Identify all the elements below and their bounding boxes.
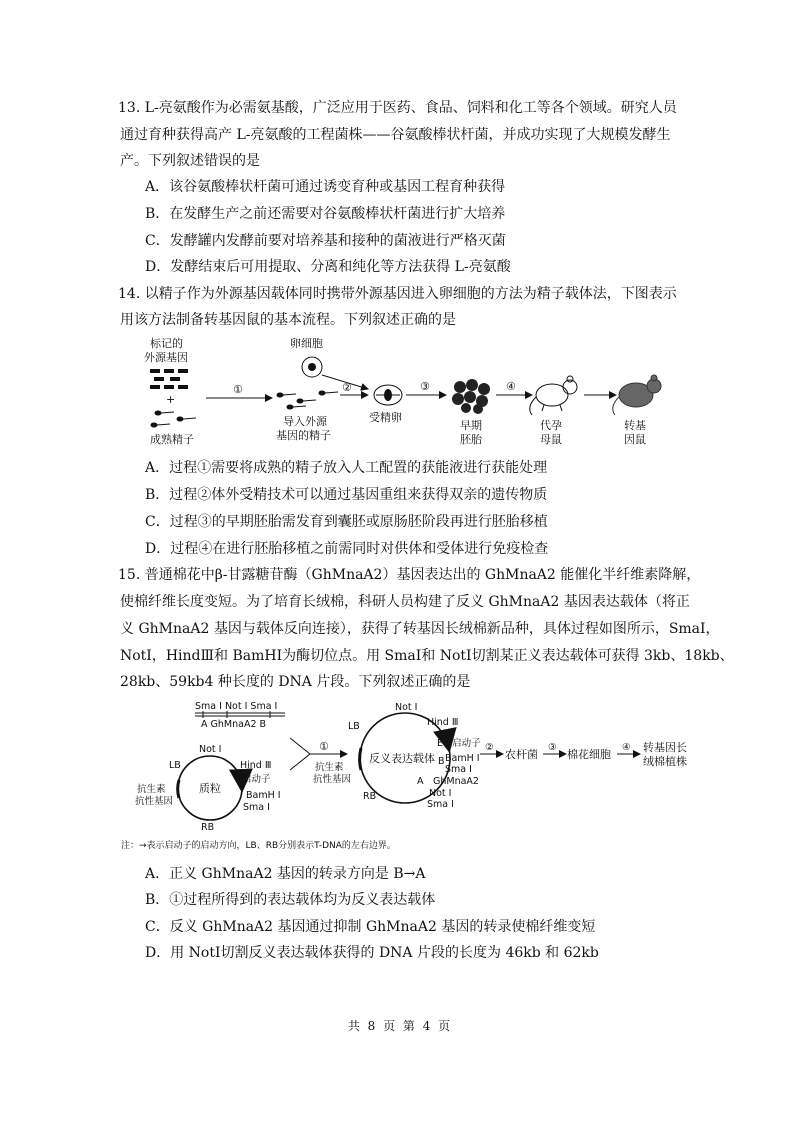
gene-name-label: A GhMnaA2 B <box>201 719 267 730</box>
result-label-2: 绒棉植株 <box>643 755 687 768</box>
q15-vector-diagram <box>115 698 715 858</box>
gene-sperm-icon <box>277 391 338 409</box>
q13-option-d: D．发酵结束后可用提取、分离和纯化等方法获得 L-亮氨酸 <box>145 259 511 275</box>
transgenic-mouse-icon <box>613 375 661 415</box>
page-footer: 共 8 页 第 4 页 <box>347 1019 453 1033</box>
gene-site-labels: Sma I Not I Sma I <box>195 701 278 712</box>
q15-step-4: ④ <box>622 742 631 753</box>
vector-smaI-bottom: Sma I <box>427 799 454 810</box>
label-sperm-gene-1: 导入外源 <box>283 415 327 428</box>
q13-stem-line-2: 通过育种获得高产 L-亮氨酸的工程菌株——谷氨酸棒状杆菌，并成功实现了大规模发酵生 <box>120 127 671 143</box>
label-step-2: ② <box>342 381 352 394</box>
q14-option-b: B．过程②体外受精技术可以通过基因重组来获得双亲的遗传物质 <box>145 487 548 503</box>
q14-option-d: D．过程④在进行胚胎移植之前需同时对供体和受体进行免疫检查 <box>145 541 549 557</box>
q15-option-a: A．正义 GhMnaA2 基因的转录方向是 B→A <box>145 866 426 882</box>
q15-option-b: B．①过程所得到的表达载体均为反义表达载体 <box>145 892 436 908</box>
q15-step-1: ① <box>319 740 329 753</box>
label-plus: + <box>166 393 176 406</box>
q14-stem-line-1: 14. 以精子作为外源基因载体同时携带外源基因进入卵细胞的方法为精子载体法，下图表示 <box>118 286 677 302</box>
gene-blocks-icon <box>150 369 188 389</box>
label-sperm-gene-2: 基因的精子 <box>276 429 331 442</box>
agrobacterium-label: 农杆菌 <box>505 748 538 761</box>
plasmid-label: 质粒 <box>199 782 221 795</box>
q15-stem-line-4: NotI，HindⅢ和 BamHI为酶切位点。用 SmaI和 NotI切割某正义表达载体可获得 3kb、18kb、 <box>120 648 734 664</box>
q15-stem-line-3: 义 GhMnaA2 基因与载体反向连接），获得了转基因长绒棉新品种，具体过程如图所示，SmaI， <box>120 621 720 637</box>
label-embryo-2: 胚胎 <box>460 433 482 446</box>
plasmid-lb: LB <box>169 760 181 771</box>
q13-option-a: A．该谷氨酸棒状杆菌可通过诱变育种或基因工程育种获得 <box>145 179 506 195</box>
q13-option-b: B．在发酵生产之前还需要对谷氨酸棒状杆菌进行扩大培养 <box>145 206 506 222</box>
vector-label: 反义表达载体 <box>369 752 435 765</box>
label-zygote: 受精卵 <box>369 411 402 424</box>
q14-stem-line-2: 用该方法制备转基因鼠的基本流程。下列叙述正确的是 <box>120 312 456 328</box>
vector-a: A <box>417 776 424 787</box>
q13-option-c: C．发酵罐内发酵前要对培养基和接种的菌液进行严格灭菌 <box>145 233 506 249</box>
label-transgenic-2: 因鼠 <box>624 433 646 446</box>
gene-fragment <box>195 711 285 718</box>
q13-stem-line-1: 13. L-亮氨酸作为必需氨基酸，广泛应用于医药、食品、饲料和化工等各个领域。研究人员 <box>118 100 677 116</box>
vector-resistance-segment <box>360 748 361 770</box>
label-embryo-1: 早期 <box>460 419 482 432</box>
plasmid-notI: Not I <box>199 744 222 755</box>
mature-sperm-icon <box>151 411 196 427</box>
plasmid-smaI: Sma I <box>243 802 270 813</box>
q15-option-d: D．用 NotI切割反义表达载体获得的 DNA 片段的长度为 46kb 和 62kb <box>145 945 599 961</box>
q14-flow-diagram <box>140 335 700 450</box>
vector-rb: RB <box>363 791 377 802</box>
vector-notI-top: Not I <box>395 702 418 713</box>
q15-diagram-note: 注：→表示启动子的启动方向，LB、RB分别表示T-DNA的左右边界。 <box>121 841 396 851</box>
label-step-4: ④ <box>506 380 516 393</box>
cotton-cell-label: 棉花细胞 <box>567 748 611 761</box>
early-embryo-icon <box>452 379 490 414</box>
label-step-1: ① <box>233 383 243 396</box>
vector-resist-1: 抗生素 <box>315 762 344 773</box>
q15-step-3: ③ <box>548 742 557 753</box>
vector-lb: LB <box>348 721 360 732</box>
label-egg: 卵细胞 <box>290 337 323 350</box>
plasmid-resistance-segment <box>178 780 179 798</box>
q14-option-a: A．过程①需要将成熟的精子放入人工配置的获能液进行获能处理 <box>145 460 548 476</box>
plasmid-resist-1: 抗生素 <box>137 784 166 795</box>
egg-cell-icon <box>302 357 322 377</box>
vector-hindIII: Hind Ⅲ <box>427 717 459 728</box>
zygote-icon <box>374 385 402 405</box>
vector-b: B <box>438 756 445 767</box>
q15-stem-line-1: 15. 普通棉花中β-甘露糖苷酶（GhMnaA2）基因表达出的 GhMnaA2 能催化半纤维素降解， <box>118 567 701 583</box>
vector-smaI-right: Sma I <box>445 764 472 775</box>
plasmid-resist-2: 抗性基因 <box>135 796 174 807</box>
label-marked-gene-2: 外源基因 <box>144 351 188 364</box>
q13-stem-line-3: 产。下列叙述错误的是 <box>120 153 260 169</box>
q15-step-2: ② <box>485 742 494 753</box>
label-mature-sperm: 成熟精子 <box>150 433 194 446</box>
vector-e6-promoter: E6 启动子 <box>437 738 481 749</box>
label-marked-gene-1: 标记的 <box>150 337 183 350</box>
result-label-1: 转基因长 <box>643 741 687 754</box>
plasmid-hindIII: Hind Ⅲ <box>240 760 272 771</box>
q15-stem-line-2: 使棉纤维长度变短。为了培育长绒棉，科研人员构建了反义 GhMnaA2 基因表达载体（将正 <box>120 594 690 610</box>
surrogate-mouse-icon <box>530 376 577 415</box>
vector-resist-2: 抗性基因 <box>313 774 352 785</box>
vector-gene: GhMnaA2 <box>433 776 479 787</box>
label-transgenic-1: 转基 <box>624 419 646 432</box>
vector-bamHI: BamH I <box>445 753 480 764</box>
vector-notI-bottom: Not I <box>429 788 452 799</box>
plasmid-rb: RB <box>201 822 215 833</box>
q14-option-c: C．过程③的早期胚胎需发育到囊胚或原肠胚阶段再进行胚胎移植 <box>145 514 548 530</box>
plasmid-promoter: 启动子 <box>242 774 271 785</box>
label-step-3: ③ <box>420 380 430 393</box>
label-surrogate-1: 代孕 <box>540 419 562 432</box>
q15-stem-line-5: 28kb、59kb4 种长度的 DNA 片段。下列叙述正确的是 <box>120 674 471 690</box>
plasmid-bamHI: BamH I <box>246 790 281 801</box>
label-surrogate-2: 母鼠 <box>540 433 562 446</box>
q15-option-c: C．反义 GhMnaA2 基因通过抑制 GhMnaA2 基因的转录使棉纤维变短 <box>145 919 596 935</box>
step-1-chevron <box>290 738 310 770</box>
